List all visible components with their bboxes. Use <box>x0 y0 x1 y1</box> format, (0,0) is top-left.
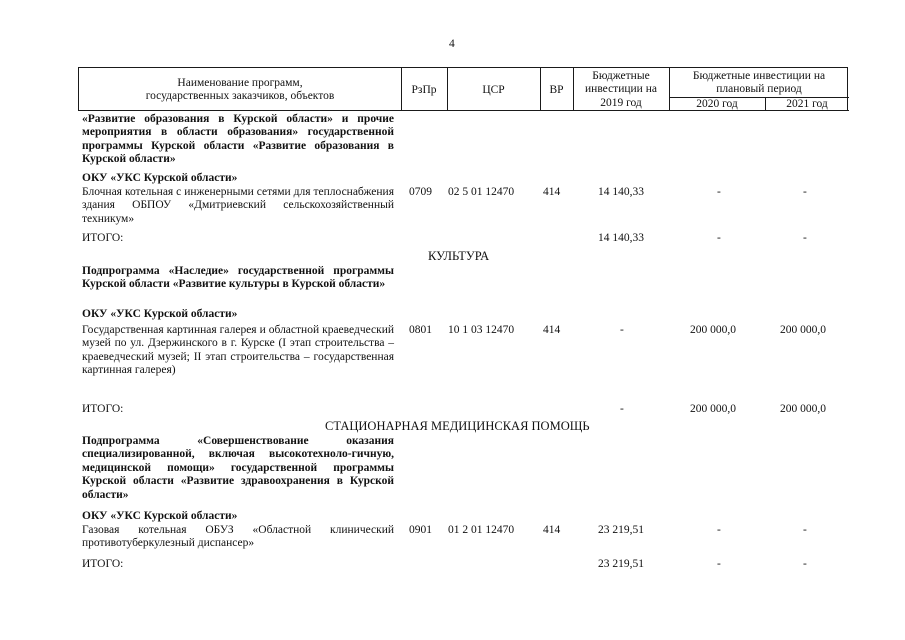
header-rzpr: РзПр <box>411 83 437 96</box>
rzpr-value: 0801 <box>409 324 432 336</box>
header-name: Наименование программ, государственных заказчиков, объектов <box>145 77 335 102</box>
value-2021: 200 000,0 <box>780 324 826 336</box>
total-2019: - <box>620 403 624 415</box>
customer-name: ОКУ «УКС Курской области» <box>82 308 238 320</box>
total-label: ИТОГО: <box>82 558 124 570</box>
program-name: Подпрограмма «Совершенствование оказания специализированной, включая высокотехноло-гичную, медицинской помощи» государственной программы Курской области «Развитие здравоохранения в Курской области» <box>82 435 394 501</box>
customer-name: ОКУ «УКС Курской области» <box>82 510 238 522</box>
value-2020: - <box>717 524 721 536</box>
object-name: Государственная картинная галерея и областной краеведческий музей по ул. Дзержинского в г. Курске (I этап строительства – краеведческий музей; II этап строительства – государственная картинная галерея) <box>82 324 394 377</box>
total-2020: - <box>717 232 721 244</box>
total-2021: - <box>803 558 807 570</box>
total-2019: 14 140,33 <box>598 232 644 244</box>
csr-value: 10 1 03 12470 <box>448 324 515 336</box>
total-2021: 200 000,0 <box>780 403 826 415</box>
total-label: ИТОГО: <box>82 403 124 415</box>
vr-value: 414 <box>543 324 561 336</box>
header-csr: ЦСР <box>482 83 505 96</box>
section-title-inpatient-care: СТАЦИОНАРНАЯ МЕДИЦИНСКАЯ ПОМОЩЬ <box>325 419 590 433</box>
page-number: 4 <box>449 38 455 50</box>
program-name: «Развитие образования в Курской области» и прочие мероприятия в области образования» государственной программы Курской области «Развитие образования в Курской области» <box>82 113 394 166</box>
header-year-2021: 2021 год <box>786 97 828 110</box>
value-2020: 200 000,0 <box>690 324 736 336</box>
header-year-2020: 2020 год <box>696 97 738 110</box>
csr-value: 02 5 01 12470 <box>448 186 515 198</box>
vr-value: 414 <box>543 524 561 536</box>
total-2020: - <box>717 558 721 570</box>
object-name: Газовая котельная ОБУЗ «Областной клинический противотуберкулезный диспансер» <box>82 524 394 550</box>
customer-name: ОКУ «УКС Курской области» <box>82 172 238 184</box>
header-planned-period: Бюджетные инвестиции на плановый период <box>692 70 826 95</box>
value-2020: - <box>717 186 721 198</box>
rzpr-value: 0901 <box>409 524 432 536</box>
object-name: Блочная котельная с инженерными сетями для теплоснабжения здания ОБПОУ «Дмитриевский сельскохозяйственный техникум» <box>82 186 394 225</box>
table-header <box>78 67 848 111</box>
header-vr: ВР <box>549 83 564 96</box>
value-2019: 23 219,51 <box>598 524 644 536</box>
vr-value: 414 <box>543 186 561 198</box>
total-label: ИТОГО: <box>82 232 124 244</box>
csr-value: 01 2 01 12470 <box>448 524 515 536</box>
rzpr-value: 0709 <box>409 186 432 198</box>
value-2021: - <box>803 186 807 198</box>
value-2021: - <box>803 524 807 536</box>
total-2019: 23 219,51 <box>598 558 644 570</box>
value-2019: 14 140,33 <box>598 186 644 198</box>
total-2021: - <box>803 232 807 244</box>
total-2020: 200 000,0 <box>690 403 736 415</box>
program-name: Подпрограмма «Наследие» государственной программы Курской области «Развитие культуры в Курской области» <box>82 265 394 291</box>
header-invest-2019: Бюджетные инвестиции на 2019 год <box>585 69 657 109</box>
section-title-culture: КУЛЬТУРА <box>428 249 490 263</box>
value-2019: - <box>620 324 624 336</box>
